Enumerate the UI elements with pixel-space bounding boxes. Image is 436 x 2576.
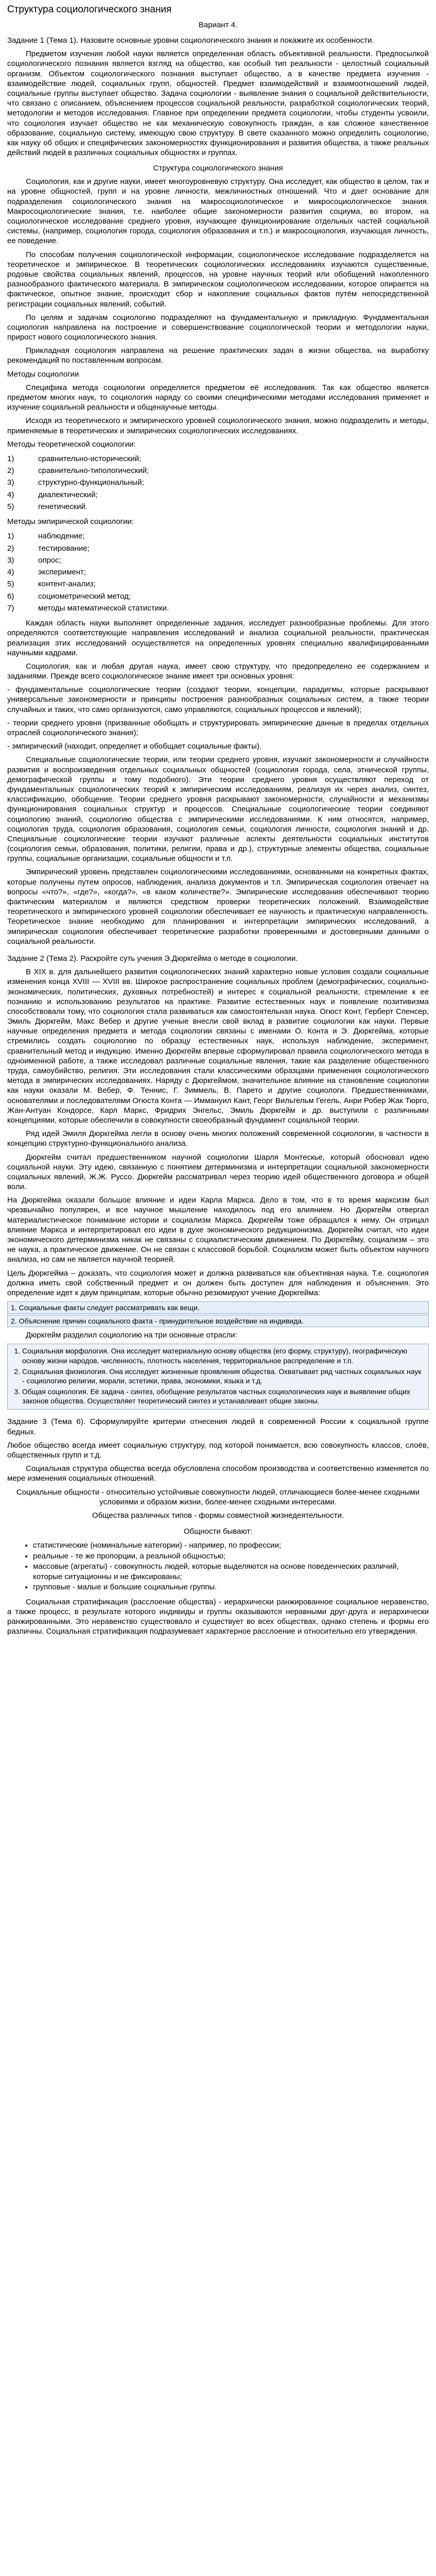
task2-paragraph: Цель Дюркгейма – доказать, что социология может и должна развиваться как объективная наука. Т.е. социология должна иметь свой собственный предмет и он должен быть доступен для наблюдения и объяснения. Это определение идет к двум принципам, которые обычно резюмируют учение Дюркгейма: [7, 1268, 429, 1297]
task1-paragraph: Исходя из теоретического и эмпирического уровней социологического знания, можно подразделить и методы, применяемые в теоретических и эмпирических социологических исследованиях. [7, 416, 429, 435]
task2-paragraph: Дюркгейм разделил социологию на три основные отрасли: [26, 1331, 237, 1340]
list-item: • статистические (номинальные категории) - например, по профессии; [33, 1540, 429, 1551]
list-item: 3) структурно-функциональный; [7, 478, 144, 487]
task2-paragraph: Ряд идей Эмиля Дюркгейма легли в основу очень многих положений современной социологии, в частности в концепцию структурно-функционального анализа. [7, 1129, 429, 1148]
task2-paragraph: Дюркгейм считал предшественником научной социологии Шарля Монтескье, который обосновал идею социальной науки. Эту идею, связанную с понятием детерминизма и интерпретации социальной закономерности социальных явлений, Ж.Ж. Руссо. Дюркгейм рассматривал через теорию идей общественного договора и общей воли. [7, 1153, 429, 1192]
branches-block [7, 1344, 429, 1410]
principle-item: 2. Объяснение причин социального факта - принудительное воздействие на индивида. [7, 1315, 429, 1327]
list-item: 6) социометрический метод; [7, 591, 131, 601]
list-item: 2) тестирование; [7, 544, 90, 553]
task1-paragraph: Каждая область науки выполняет определенные задания, исследует разнообразные проблемы. Для этого определяются соответствующие направления исследований и анализа социальной реальности, практическая реализация этих исследований осуществляется на определенных уровнях специально квалифицированными научными кадрами. [7, 619, 429, 657]
task1-paragraph: Специфика метода социологии определяется предметом её исследования. Так как общество является предметом многих наук, то социология наряду со своими специфическими методами исследования применяет и изучение социальной реальности и общенаучные методы. [7, 383, 429, 412]
branch-item: 2. Социальная физиология. Она исследует жизненные проявления общества. Охватывает ряд частных социальных наук - социологию религии, морали, эстетики, права, экономики, языка и т.д. [22, 1367, 424, 1385]
task3-paragraph: Любое общество всегда имеет социальную структуру, под которой понимается, всю совокупность классов, слоёв, общественных групп и т.д. [7, 1440, 429, 1460]
list-item: • реальные - те же пропорции, а реальной общностью; [33, 1551, 429, 1562]
list-item: 3) опрос; [7, 555, 61, 565]
level-item: - фундаментальные социологические теории (создают теории, концепции, парадигмы, которые раскрывают универсальные закономерности и принципы построения разнообразных социальных систем, а также теории случайных и таких, что само организуются, само управляются, социальных процессов и явлений); [7, 685, 429, 714]
empirical-methods-heading: Методы эмпирической социологии: [7, 517, 134, 527]
task2-paragraph: В XIX в. для дальнейшего развития социологических знаний характерно новые условия создали социальные изменения конца XVIII — XVIII вв. Широкое распространение социальных проблем (демографических, социально-экономических, политических, духовных потребностей) и интерес к социальной реальности, стремление к ее познанию и использованию результатов на практике. Развитие естественных наук и появление позитивизма способствовали тому, что социология стала развиваться как самостоятельная наука. Огюст Конт, Герберт Спенсер, Эмиль Дюркгейм, Макс Вебер и другие ученые внесли свой вклад в развитие социологии как науки. Первые научные определения предмета и метода социологии связаны с именами О. Конта и Э. Дюркгейма, которые стремились создать социологию по образцу естественных наук, используя наблюдение, эксперимент, сравнительный метод и индукцию. Именно Дюркгейм впервые сформулировал правила социологического метода в одноименной работе, а также исследовал различные социальные явления, такие как разделение общественного труда, самоубийство, религия. Эти исследования стали классическими образцами применения социологического метода в эмпирических исследованиях. Наряду с Дюркгеймом, значительное влияние на становление социологии как науки оказали М. Вебер, Ф. Теннис, Г. Зиммель, В. Парето и другие социологи. Предшественниками, основателями и последователями Огюста Конта — Иммануил Кант, Георг Вильгельм Гегель, Анри Робер Жак Тюрго, Жан-Антуан Кондорсе, Карл Маркс, Фридрих Энгельс, Эмиль Дюркгейм и др. выступили с различными концепциями, которые обеспечили в совокупности своеобразный фундамент социальной теории. [7, 968, 429, 1125]
list-item: 5) генетический. [7, 502, 88, 511]
task1-paragraph: Прикладная социология направлена на решение практических задач в жизни общества, на выработку рекомендаций по поставленным вопросам. [7, 346, 429, 365]
theory-methods-list [7, 453, 429, 513]
task1-paragraph: Социология, как и другие науки, имеет многоуровневую структуру. Она исследует, как общество в целом, так и на уровне общностей, групп и на уровне личности, межличностных отношений. Что и дает основание для подразделения социологического знания на макросоциологическое и микросоциологическое знания. Макросоциологические знания, т.е. наиболее общие закономерности развития социума, во втором, на социологическое исследование среднего уровня, изучающее функционирование отдельных частей социальной системы, (например, социология города, социология образования и т.п.) и макросоциология, изучающая личность, ее поведение. [7, 177, 429, 246]
task3-paragraph: Социальные общности - относительно устойчивые совокупности людей, отличающиеся более-менее сходными условиями и образом жизни, более-менее сходными интересами. [16, 1487, 420, 1506]
task1-paragraph: Специальные социологические теории, или теории среднего уровня, изучают закономерности и случайности развития и воспроизведения отдельных социальных общностей (социология города, села, этнической группы, демографической группы и тому подобного). Эти теории среднего уровня осуществляют переход от фундаментальных социологических теорий к эмпирическим исследованиям, реализуя их через анализ, синтез, классификацию, обобщение. Теории среднего уровня раскрывают закономерности, случайности и механизмы функционирования социальных структур и процессов. Специальные социологические теории соединяют социологию знаний, социологию общества с эмпирическими исследованиями. К ним относятся, например, социология труда, социология образования, социология семьи, социология личности, социология знаний и др. Специальные социологические теории изучают различные аспекты деятельности социальных институтов (социология семьи, образования, политики, религии, права и др.), структурные элементы общества, социальные группы, социальные организации, социальные общности и т.п. [7, 755, 429, 863]
section-heading: Структура социологического знания [153, 164, 283, 173]
task1-paragraph: Предметом изучения любой науки является определенная область объективной реальности. Предпосылкой социологического познания является взгляд на общество, как особый тип реальности - целостный социальный организм. Объектом социологического познания выступает общество, а в качестве предмета изучения - взаимодействие людей, социальных групп, общностей. Предмет взаимодействий и взаимоотношений людей, социальные группы выступает общество. Задача социологии - выявление знания о социальной действительности, что связано с описанием, объяснением процессов социальной реальности, разработкой социологических теорий, методологии и методов исследования. Главное при определении предмета социологии, чтобы студенты усвоили, что социология изучает общество не как механическую совокупность граждан, а как сложное качественное образование, социальную систему, имеющую свою структуру. В свете сказанного можно определить социологию, как науку об общих и специфических закономерностях функционирования и развития общества, а также реальных действий людей в различных социальных общностях и группах. [7, 49, 429, 158]
task3-paragraph: Общества различных типов - формы совместной жизнедеятельности. [92, 1511, 344, 1520]
task1-paragraph: Социология, как и любая другая наука, имеет свою структуру, что предопределено ее содержанием и заданиями. Прежде всего социологическое знание имеет три основных уровня: [7, 662, 429, 681]
task1-paragraph: По целям и задачам социологию подразделяют на фундаментальную и прикладную. Фундаментальная социология направлена на построение и совершенствование социологической теории и методологии науки, прирост нового социологического знания. [7, 313, 429, 342]
level-item: - эмпирический (находит, определяет и обобщает социальные факты). [7, 742, 261, 751]
methods-heading: Методы социологии [7, 369, 79, 379]
task3-question: Задание 3 (Тема 6). Сформулируйте критерии отнесения людей в современной России к социальной группе бедных. [7, 1417, 429, 1436]
task1-paragraph: По способам получения социологической информации, социологическое исследование подразделяется на теоретическое и эмпирическое. В теоретических социологических исследованиях изучаются существенные, родовые свойства социальных явлений, процессов, на уровне научных теорий или обобщений накопленного разнообразного фактического материала. В эмпирическом социологическом исследовании, которое опирается на фактическое, опытное знание, происходит сбор и накопление социальных фактов путём непосредственной регистрации социальных явлений, событий. [7, 250, 429, 309]
branch-item: 3. Общая социология. Её задача - синтез, обобщение результатов частных социологических наук и выявление общих законов общества. Осуществляет теоретический синтез и устанавливает общие законы. [22, 1387, 424, 1405]
communities-list [7, 1540, 429, 1592]
principles-block [7, 1301, 429, 1327]
empirical-methods-list [7, 530, 429, 614]
task2-paragraph: На Дюркгейма оказали большое влияние и идеи Карла Маркса. Дело в том, что в то время марксизм был чрезвычайно популярен, и все научное мышление находилось под его влиянием. Но Дюркгейм отвергал материалистическое понимание истории и социализм Маркса. Дюркгейм тоже обращался к нему. Он отрицал влияние Маркса и интерпретировал его идеи в духе экономического редукционизма. Дюркгейм считал, что идеи экономического детерминизма никак не связаны с социалистическим движением. По Дюркгейму, социализм – это не наука, а практическое движение. Он не связан с классовой борьбой. Социализм может быть объектом научного анализа, но сам не является научной теорией. [7, 1196, 429, 1264]
list-item: 7) методы математической статистики. [7, 603, 169, 613]
list-item: 1) сравнительно-исторический; [7, 454, 142, 463]
task3-paragraph: Социальная стратификация (расслоение общества) - иерархически ранжированное социальное неравенство, а также процесс, в результате которого индивиды и группы оказываются неравными друг-друга и иерархически ранжированными. Это неравенство существовало и существует во всех обществах, однако степень и формы его различны. Социальная стратификация подразумевает характерное расслоение и относительно его утверждения. [7, 1597, 429, 1636]
communities-heading: Общности бывают: [183, 1527, 253, 1536]
page-title: Структура социологического знания [7, 4, 172, 15]
level-item: - теории среднего уровня (призванные обобщать и структурировать эмпирические данные в пределах отдельных отраслей социологического знания); [7, 718, 429, 737]
variant-label: Вариант 4. [198, 21, 238, 29]
list-item: • массовые (агрегаты) - совокупность людей, которые выделяются на основе поведенческих различий, которые ситуационны и не фиксированы; [33, 1562, 429, 1583]
task2-question: Задание 2 (Тема 2). Раскройте суть учения Э.Дюркгейма о методе в социологии. [7, 954, 298, 963]
theory-methods-heading: Методы теоретической социологии: [7, 439, 136, 449]
task1-paragraph: Эмпирический уровень представлен социологическими исследованиями, основанными на конкретных фактах, которые получены путем опросов, наблюдения, анализа документов и т.п. Эмпирическая социология отвечает на вопросы «что?», «где?», «когда?», «в каком количестве?». Эмпирические исследования обеспечивают теорию фактическим материалом и являются средством проверки теоретических положений. Взаимодействие теоретического и эмпирического уровней социологии обеспечивает ее научность и практическую направленность. Теоретическое знание необходимо для планирования и интерпретации эмпирических исследований, а эмпирическая социология обеспечивает теоретические разработки проверенными и достоверными данными о социальной реальности. [7, 868, 429, 946]
branch-item: 1. Социальная морфология. Она исследует материальную основу общества (его форму, структуру), географическую основу жизни народов, численность, плотность населения, территориальное распределение и т.п. [22, 1346, 424, 1365]
list-item: 5) контент-анализ; [7, 580, 96, 589]
list-item: 4) эксперимент; [7, 568, 86, 577]
list-item: • групповые - малые и большие социальные группы. [33, 1582, 429, 1592]
list-item: 2) сравнительно-типологический; [7, 466, 149, 476]
list-item: 4) диалектический; [7, 490, 98, 499]
task1-question: Задание 1 (Тема 1). Назовите основные уровни социологического знания и покажите их особенности. [7, 36, 374, 45]
list-item: 1) наблюдение; [7, 532, 85, 541]
principle-item: 1. Социальные факты следует рассматривать как вещи. [7, 1301, 429, 1314]
task3-paragraph: Социальная структура общества всегда обусловлена способом производства и соответственно изменяется по мере изменения социальных отношений. [7, 1464, 429, 1483]
